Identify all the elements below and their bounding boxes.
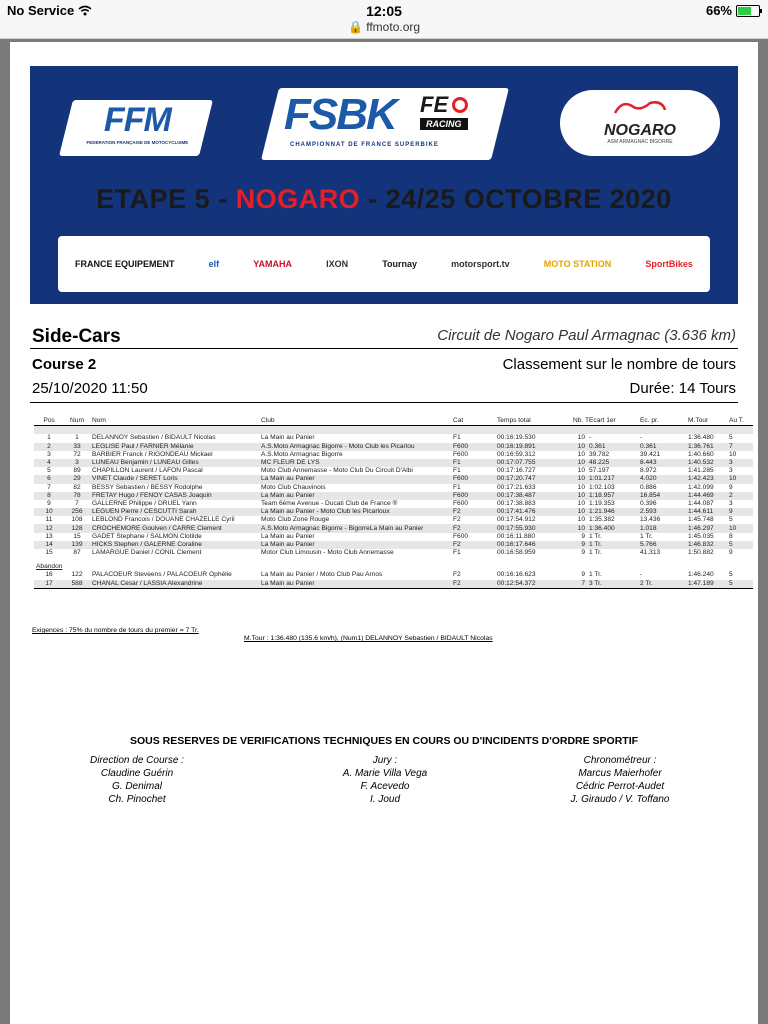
status-bar xyxy=(0,0,768,39)
cell-nom: DELANNOY Sebastien / BIDAULT Nicolas xyxy=(92,434,216,442)
cell-club: A.S.Moto Armagnac Bigorre xyxy=(261,450,343,458)
table-row xyxy=(34,443,753,451)
cell-nom: LEBLOND Francois / DOUANE CHAZELLE Cyril xyxy=(92,516,235,524)
jury-title: Jury : xyxy=(372,755,398,766)
cell-club: La Main au Panier xyxy=(261,532,315,540)
cell-mtour: 1:46.240 xyxy=(688,571,714,579)
cell-temps: 00:12:54.372 xyxy=(497,579,536,587)
cell-ecpr: 2 Tr. xyxy=(640,579,653,587)
cell-cat: F600 xyxy=(453,475,469,483)
clock: 12:05 xyxy=(366,3,402,19)
cell-club: La Main au Panier xyxy=(261,475,315,483)
cell-num: 122 xyxy=(71,571,83,579)
table-spacer-row xyxy=(34,426,753,435)
fe-red-dot xyxy=(452,97,468,113)
cell-temps: 00:17:38.883 xyxy=(497,499,536,507)
fsbk-logo-text: FSBK xyxy=(284,90,396,139)
cell-mtour: 1:36.480 xyxy=(688,434,714,442)
cell-aut: 5 xyxy=(729,540,733,548)
cell-pos: 15 xyxy=(45,549,53,557)
nogaro-logo-text: NOGARO xyxy=(604,122,676,139)
battery-fill xyxy=(738,7,751,15)
cell-aut: 9 xyxy=(729,549,733,557)
cell-ecpr: Ec. pr. xyxy=(640,417,659,425)
cell-pos: 13 xyxy=(45,532,53,540)
event-title-stage: ETAPE 5 - xyxy=(96,184,236,214)
direction-name: G. Denimal xyxy=(111,781,162,792)
ffm-logo xyxy=(59,100,213,156)
battery-percent: 66% xyxy=(705,3,732,18)
cell-temps: 00:17:55.930 xyxy=(497,524,536,532)
cell-pos: 14 xyxy=(45,540,53,548)
cell-mtour: 1:45.035 xyxy=(688,532,714,540)
cell-ecpr: 1 Tr. xyxy=(640,532,653,540)
cell-ecart: 1 Tr. xyxy=(589,532,602,540)
cell-aut: 9 xyxy=(729,508,733,516)
cell-temps: 00:16:59.312 xyxy=(497,450,536,458)
cell-mtour: 1:50.882 xyxy=(688,549,714,557)
cell-pos xyxy=(34,426,64,435)
direction-name: Claudine Guérin xyxy=(100,768,174,779)
table-row xyxy=(34,541,753,549)
cell-cat: F600 xyxy=(453,499,469,507)
cell-nbt: 10 xyxy=(577,508,585,516)
event-title xyxy=(30,184,738,215)
cell-mtour: 1:40.660 xyxy=(688,450,714,458)
event-title-date: - 24/25 OCTOBRE 2020 xyxy=(360,184,672,214)
address-bar[interactable] xyxy=(0,20,768,34)
cell-club: A.S.Moto Armagnac Bigorre - BigorreLa Main au Panier xyxy=(261,524,424,532)
cell-aut: 9 xyxy=(729,483,733,491)
reserves-notice: SOUS RESERVES DE VERIFICATIONS TECHNIQUES EN COURS OU D'INCIDENTS D'ORDRE SPORTIF xyxy=(129,735,639,747)
cell-ecpr: - xyxy=(640,434,643,442)
cell-mtour xyxy=(686,426,727,435)
cell-pos: 6 xyxy=(47,475,51,483)
cell-pos: 17 xyxy=(45,579,53,587)
cell-ecpr: 0.886 xyxy=(640,483,657,491)
cell-ecpr: 0.396 xyxy=(640,499,657,507)
cell-num: 87 xyxy=(73,549,81,557)
sponsor-logo: motorsport.tv xyxy=(451,259,510,269)
cell-club: Moto Club Chauvinois xyxy=(261,483,326,491)
cell-temps xyxy=(495,426,571,435)
cell-temps: 00:17:20.747 xyxy=(497,475,536,483)
cell-temps: 00:16:16.623 xyxy=(497,571,536,579)
cell-nom: LAMARGUE Daniel / CONIL Clement xyxy=(92,549,202,557)
cell-num: 78 xyxy=(73,491,81,499)
cell-ecart: 0.361 xyxy=(589,442,606,450)
cell-cat: Cat xyxy=(453,417,464,425)
cell-temps: 00:16:58.959 xyxy=(497,549,536,557)
cell-ecart: 1 Tr. xyxy=(589,549,602,557)
cell-num: 29 xyxy=(73,475,81,483)
cell-mtour: 1:36.761 xyxy=(688,442,714,450)
cell-ecpr: 5.766 xyxy=(640,540,657,548)
cell-mtour: 1:45.748 xyxy=(688,516,714,524)
cell-cat: F2 xyxy=(453,524,461,532)
lock-icon: 🔒 xyxy=(347,20,363,34)
cell-mtour: 1:47.189 xyxy=(688,579,714,587)
cell-aut: 10 xyxy=(729,524,737,532)
cell-nom: BESSY Sebastien / BESSY Rodolphe xyxy=(92,483,203,491)
sponsor-logo: MOTO STATION xyxy=(543,259,612,269)
cell-cat: F1 xyxy=(453,459,461,467)
cell-nbt: 9 xyxy=(581,540,585,548)
cell-pos: 1 xyxy=(47,434,51,442)
cell-ecart: 3 Tr. xyxy=(589,579,602,587)
direction-signatures xyxy=(72,754,202,806)
cell-num: 256 xyxy=(71,508,83,516)
cell-cat: F1 xyxy=(453,483,461,491)
direction-name: Ch. Pinochet xyxy=(108,794,166,805)
cell-nom: HICKS Stephen / GALERNE Coraline xyxy=(92,540,202,548)
cell-aut: 5 xyxy=(729,571,733,579)
cell-nom: CHAPILLON Laurent / LAFON Pascal xyxy=(92,467,203,475)
cell-club: MC FLEUR DE LYS xyxy=(261,459,320,467)
cell-num: 3 xyxy=(75,459,79,467)
table-row xyxy=(34,516,753,524)
cell-pos: 4 xyxy=(47,459,51,467)
cell-ecart: 1:01.217 xyxy=(589,475,615,483)
cell-nom: LEGUEN Pierre / CESCUTTI Sarah xyxy=(92,508,197,516)
cell-cat: F2 xyxy=(453,579,461,587)
cell-nom: CHANAL Cesar / LASSIA Alexandrine xyxy=(92,579,203,587)
sponsor-logo: YAMAHA xyxy=(253,259,292,269)
cell-ecart: - xyxy=(589,434,592,442)
chrono-name: Marcus Maierhofer xyxy=(578,768,662,779)
cell-pos: 2 xyxy=(47,442,51,450)
cell-nbt: 10 xyxy=(577,450,585,458)
table-row xyxy=(34,580,753,589)
cell-cat: F2 xyxy=(453,516,461,524)
cell-nbt: 10 xyxy=(577,516,585,524)
chrono-name: J. Giraudo / V. Toffano xyxy=(570,794,670,805)
cell-aut xyxy=(727,426,753,435)
cell-nom: GALLERNE Philippe / DRUEL Yann xyxy=(92,499,197,507)
cell-nom: LUNEAU Benjamin / LUNEAU Gilles xyxy=(92,459,199,467)
cell-ecart: 1:36.400 xyxy=(589,524,615,532)
cell-club: Moto Club Zone Rouge xyxy=(261,516,330,524)
cell-cat: F1 xyxy=(453,467,461,475)
cell-ecpr: 2.593 xyxy=(640,508,657,516)
cell-aut: 8 xyxy=(729,532,733,540)
cell-ecpr xyxy=(638,426,686,435)
cell-aut: 5 xyxy=(729,579,733,587)
direction-title: Direction de Course : xyxy=(90,755,184,766)
cell-nbt: 10 xyxy=(577,459,585,467)
cell-pos: 12 xyxy=(45,524,53,532)
table-row xyxy=(34,492,753,500)
table-row xyxy=(34,508,753,516)
cell-aut: 7 xyxy=(729,442,733,450)
cell-nbt: 10 xyxy=(577,467,585,475)
sponsor-logo: SportBikes xyxy=(645,259,693,269)
cell-nbt: Nb. T xyxy=(573,417,590,425)
sponsor-logo: IXON xyxy=(326,259,349,269)
cell-ecart: Ecart 1er xyxy=(589,417,616,425)
cell-aut: 5 xyxy=(729,434,733,442)
cell-cat: F600 xyxy=(453,442,469,450)
jury-name: F. Acevedo xyxy=(360,781,410,792)
cell-club: La Main au Panier xyxy=(261,434,315,442)
cell-aut: 2 xyxy=(729,491,733,499)
cell-aut: 3 xyxy=(729,459,733,467)
carrier-text: No Service xyxy=(7,3,75,18)
jury-name: I. Joud xyxy=(369,794,401,805)
cell-cat: F600 xyxy=(453,532,469,540)
cell-cat: F600 xyxy=(453,450,469,458)
cell-num: 7 xyxy=(75,499,79,507)
cell-ecpr: 1.018 xyxy=(640,524,657,532)
cell-club: Moto Club Annemasse - Moto Club Du Circuit D'Albi xyxy=(261,467,413,475)
cell-cat: F1 xyxy=(453,434,461,442)
cell-mtour: 1:42.099 xyxy=(688,483,714,491)
cell-nbt: 10 xyxy=(577,434,585,442)
cell-temps: 00:16:11.880 xyxy=(497,532,536,540)
sponsor-logo: elf xyxy=(208,259,220,269)
cell-club: Motor Club Limousin - Moto Club Annemasse xyxy=(261,549,394,557)
table-row xyxy=(34,467,753,475)
cell-mtour: 1:41.285 xyxy=(688,467,714,475)
exigences-note: Exigences : 75% du nombre de tours du premier = 7 Tr. xyxy=(32,627,199,634)
cell-nbt: 10 xyxy=(577,491,585,499)
cell-ecpr: 39.421 xyxy=(640,450,661,458)
event-banner xyxy=(30,66,738,304)
category-title: Side-Cars xyxy=(32,326,121,347)
cell-pos: 9 xyxy=(47,499,51,507)
cell-mtour: 1:42.423 xyxy=(688,475,714,483)
cell-pos: 11 xyxy=(45,516,53,524)
cell-ecpr: 41.313 xyxy=(640,549,661,557)
table-row xyxy=(34,434,753,442)
cell-nbt: 10 xyxy=(577,442,585,450)
nogaro-logo xyxy=(560,90,720,156)
cell-num: 128 xyxy=(71,524,83,532)
abandon-header-row xyxy=(34,557,753,571)
cell-club: A.S.Moto Armagnac Bigorre - Moto Club les Picarlou xyxy=(261,442,415,450)
ffm-logo-subtitle: FEDERATION FRANÇAISE DE MOTOCYCLISME xyxy=(86,140,189,145)
cell-ecart: 48.225 xyxy=(589,459,610,467)
table-row xyxy=(34,459,753,467)
cell-nom: VINET Claude / SERET Loris xyxy=(92,475,178,483)
cell-aut: 3 xyxy=(729,467,733,475)
cell-pos: 3 xyxy=(47,450,51,458)
cell-club: Club xyxy=(261,417,275,425)
cell-ecpr: 0.361 xyxy=(640,442,657,450)
cell-ecart: 1:18.957 xyxy=(589,491,615,499)
cell-temps: 00:17:07.755 xyxy=(497,459,536,467)
nogaro-logo-subtitle: ASM ARMAGNAC BIGORRE xyxy=(607,139,673,145)
racing-badge: RACING xyxy=(420,118,468,130)
url-text: ffmoto.org xyxy=(366,20,421,34)
fe-logo-text: FE xyxy=(420,92,449,117)
cell-pos: 5 xyxy=(47,467,51,475)
cell-nbt: 9 xyxy=(581,532,585,540)
cell-num: 33 xyxy=(73,442,81,450)
cell-cat: F2 xyxy=(453,508,461,516)
cell-nom: PALACOEUR Steveens / PALACOEUR Ophélie xyxy=(92,571,232,579)
cell-ecart: 1:19.353 xyxy=(589,499,615,507)
cell-num xyxy=(64,426,90,435)
table-row xyxy=(34,524,753,532)
cell-temps: 00:17:38.487 xyxy=(497,491,536,499)
nogaro-track-icon xyxy=(610,98,670,118)
table-row xyxy=(34,475,753,483)
cell-ecpr: - xyxy=(640,571,643,579)
cell-mtour: 1:40.532 xyxy=(688,459,714,467)
cell-num: 15 xyxy=(73,532,81,540)
cell-temps: Temps total xyxy=(497,417,531,425)
cell-mtour: 1:44.087 xyxy=(688,499,714,507)
cell-cat: F1 xyxy=(453,549,461,557)
table-row xyxy=(34,484,753,492)
cell-ecart: 1 Tr. xyxy=(589,571,602,579)
cell-nbt: 10 xyxy=(577,524,585,532)
cell-pos: 7 xyxy=(47,483,51,491)
jury-signatures xyxy=(315,754,455,806)
cell-nom: CROCHEMORE Goulven / CARRE Clement xyxy=(92,524,222,532)
race-name: Course 2 xyxy=(32,356,97,373)
cell-pos: 8 xyxy=(47,491,51,499)
cell-club: Team 6ème Avenue - Ducati Club de France ® xyxy=(261,499,398,507)
cell-nbt: 10 xyxy=(577,499,585,507)
chrono-signatures xyxy=(545,754,695,806)
cell-temps: 00:17:54.912 xyxy=(497,516,536,524)
cell-pos: Pos xyxy=(43,417,55,425)
cell-temps: 00:16:19.530 xyxy=(497,434,536,442)
cell-ecart: 1 Tr. xyxy=(589,540,602,548)
cell-mtour: 1:44.611 xyxy=(688,508,714,516)
classification-type: Classement sur le nombre de tours xyxy=(502,356,736,373)
cell-nom: GADET Stephane / SALMON Clotilde xyxy=(92,532,202,540)
table-row xyxy=(34,571,753,579)
cell-num: 89 xyxy=(73,467,81,475)
cell-cat: F2 xyxy=(453,540,461,548)
cell-nom xyxy=(90,426,259,435)
cell-club: La Main au Panier - Moto Club les Picarloux xyxy=(261,508,390,516)
cell-pos: 16 xyxy=(45,571,53,579)
cell-aut: Au T. xyxy=(729,417,744,425)
cell-club: La Main au Panier / Moto Club Pau Arnos xyxy=(261,571,383,579)
cell-temps: 00:17:16.727 xyxy=(497,467,536,475)
cell-num: 1 xyxy=(75,434,79,442)
cell-nom: BARBIER Franck / RIGONDEAU Mickael xyxy=(92,450,213,458)
sponsor-logo: Tournay xyxy=(382,259,418,269)
cell-temps: 00:17:41.476 xyxy=(497,508,536,516)
cell-mtour: 1:46.297 xyxy=(688,524,714,532)
header-divider xyxy=(30,348,738,349)
ffm-logo-text: FFM xyxy=(103,101,171,139)
cell-ecpr: 8.443 xyxy=(640,459,657,467)
cell-aut: 3 xyxy=(729,499,733,507)
cell-temps: 00:16:17.646 xyxy=(497,540,536,548)
table-row xyxy=(34,500,753,508)
cell-nom: Nom xyxy=(92,417,106,425)
cell-cat: F2 xyxy=(453,571,461,579)
cell-num: 588 xyxy=(71,579,83,587)
cell-aut: 5 xyxy=(729,516,733,524)
cell-nbt xyxy=(571,426,587,435)
cell-ecart: 57.197 xyxy=(589,467,610,475)
cell-aut: 10 xyxy=(729,450,737,458)
abandon-label: Abandon xyxy=(36,563,63,571)
results-table xyxy=(34,417,753,589)
cell-ecpr: 4.020 xyxy=(640,475,657,483)
cell-ecart: 1:02.103 xyxy=(589,483,615,491)
table-header-row xyxy=(34,417,753,426)
circuit-name: Circuit de Nogaro Paul Armagnac (3.636 km) xyxy=(437,327,736,344)
cell-cat: F600 xyxy=(453,491,469,499)
table-row xyxy=(34,549,753,557)
cell-club xyxy=(259,426,451,435)
cell-mtour: M.Tour xyxy=(688,417,709,425)
cell-nbt: 9 xyxy=(581,571,585,579)
cell-pos: 10 xyxy=(45,508,53,516)
fsbk-logo xyxy=(261,88,509,160)
event-title-venue: NOGARO xyxy=(235,184,361,214)
chrono-title: Chronométreur : xyxy=(583,755,657,766)
cell-nbt: 10 xyxy=(577,483,585,491)
cell-ecart: 39.782 xyxy=(589,450,610,458)
cell-ecpr: 13.436 xyxy=(640,516,661,524)
header-bottom-divider xyxy=(30,402,738,403)
results-document xyxy=(10,42,758,1024)
cell-mtour: 1:44.469 xyxy=(688,491,714,499)
race-duration: Durée: 14 Tours xyxy=(629,380,736,397)
cell-nom: FRETAY Hugo / FENOY CASAS Joaquin xyxy=(92,491,212,499)
cell-nbt: 7 xyxy=(581,579,585,587)
cell-num: 139 xyxy=(71,540,83,548)
cell-nbt: 9 xyxy=(581,549,585,557)
cell-ecart xyxy=(587,426,638,435)
sponsor-logo: FRANCE EQUIPEMENT xyxy=(75,259,175,269)
cell-num: 72 xyxy=(73,450,81,458)
cell-num: 82 xyxy=(73,483,81,491)
cell-temps: 00:16:19.891 xyxy=(497,442,536,450)
battery-icon xyxy=(736,5,760,17)
cell-ecart: 1:35.382 xyxy=(589,516,615,524)
cell-nom: LEGLISE Paul / FARNIER Mélanie xyxy=(92,442,194,450)
fsbk-logo-subtitle: CHAMPIONNAT DE FRANCE SUPERBIKE xyxy=(290,142,439,148)
cell-club: La Main au Panier xyxy=(261,491,315,499)
cell-ecart: 1:21.946 xyxy=(589,508,615,516)
table-row xyxy=(34,533,753,541)
cell-temps: 00:17:21.633 xyxy=(497,483,536,491)
cell-num: 108 xyxy=(71,516,83,524)
jury-name: A. Marie Villa Vega xyxy=(342,768,428,779)
cell-club: La Main au Panier xyxy=(261,579,315,587)
cell-cat xyxy=(451,426,495,435)
fastest-lap-note: M.Tour : 1:36.480 (135.6 km/h), (Num1) DELANNOY Sebastien / BIDAULT Nicolas xyxy=(244,635,493,642)
sponsor-strip xyxy=(58,236,710,292)
chrono-name: Cédric Perrot-Audet xyxy=(575,781,665,792)
race-datetime: 25/10/2020 11:50 xyxy=(32,380,148,397)
cell-nbt: 10 xyxy=(577,475,585,483)
cell-mtour: 1:46.832 xyxy=(688,540,714,548)
cell-ecpr: 8.972 xyxy=(640,467,657,475)
cell-aut: 10 xyxy=(729,475,737,483)
table-row xyxy=(34,451,753,459)
cell-ecpr: 16.854 xyxy=(640,491,661,499)
battery-status xyxy=(706,3,760,18)
cell-num: Num xyxy=(70,417,84,425)
cell-club: La Main au Panier xyxy=(261,540,315,548)
